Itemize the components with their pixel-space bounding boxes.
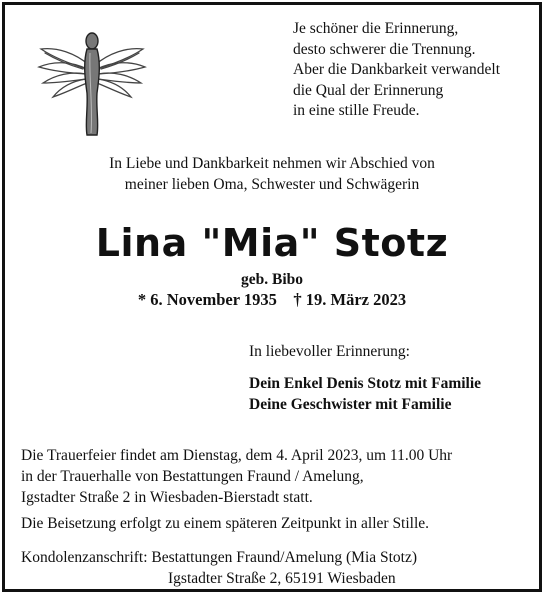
obituary-notice: [2, 2, 542, 592]
poem-line: Je schöner die Erinnerung,: [293, 20, 459, 37]
condolence-line: Kondolenzanschrift: Bestattungen Fraund/Amelung (Mia Stotz): [21, 549, 418, 566]
intro-line: In Liebe und Dankbarkeit nehmen wir Abschied von: [109, 155, 435, 172]
poem-line: in eine stille Freude.: [293, 102, 420, 119]
birth-name: geb. Bibo: [240, 271, 303, 288]
poem-line: Aber die Dankbarkeit verwandelt: [293, 61, 501, 78]
funeral-service-info: [21, 445, 541, 508]
death-date: † 19. März 2023: [293, 290, 407, 309]
birth-date: * 6. November 1935: [137, 290, 277, 309]
mourner-line: Dein Enkel Denis Stotz mit Familie: [249, 375, 482, 392]
mourner-line: Deine Geschwister mit Familie: [249, 396, 452, 413]
service-line: Die Trauerfeier findet am Dienstag, dem 4. April 2023, um 11.00 Uhr: [21, 447, 453, 464]
mourners-list: [249, 373, 481, 415]
condolence-street: Igstadter Straße 2, 65191 Wiesbaden: [168, 570, 396, 587]
burial-info: Die Beisetzung erfolgt zu einem späteren Zeitpunkt in aller Stille.: [21, 515, 430, 532]
angel-icon: [31, 19, 151, 139]
service-line: Igstadter Straße 2 in Wiesbaden-Bierstadt statt.: [21, 489, 313, 506]
intro-line: meiner lieben Oma, Schwester und Schwägerin: [124, 176, 420, 193]
poem-line: die Qual der Erinnerung: [293, 81, 444, 99]
life-dates: [5, 290, 539, 310]
deceased-name: Lina "Mia" Stotz: [95, 221, 449, 265]
condolence-address: [21, 547, 417, 589]
poem-verse: [293, 19, 500, 122]
service-line: in der Trauerhalle von Bestattungen Fraund / Amelung,: [21, 468, 364, 485]
poem-line: desto schwerer die Trennung.: [293, 40, 476, 58]
farewell-intro: [5, 153, 539, 195]
memory-label: In liebevoller Erinnerung:: [249, 343, 410, 360]
